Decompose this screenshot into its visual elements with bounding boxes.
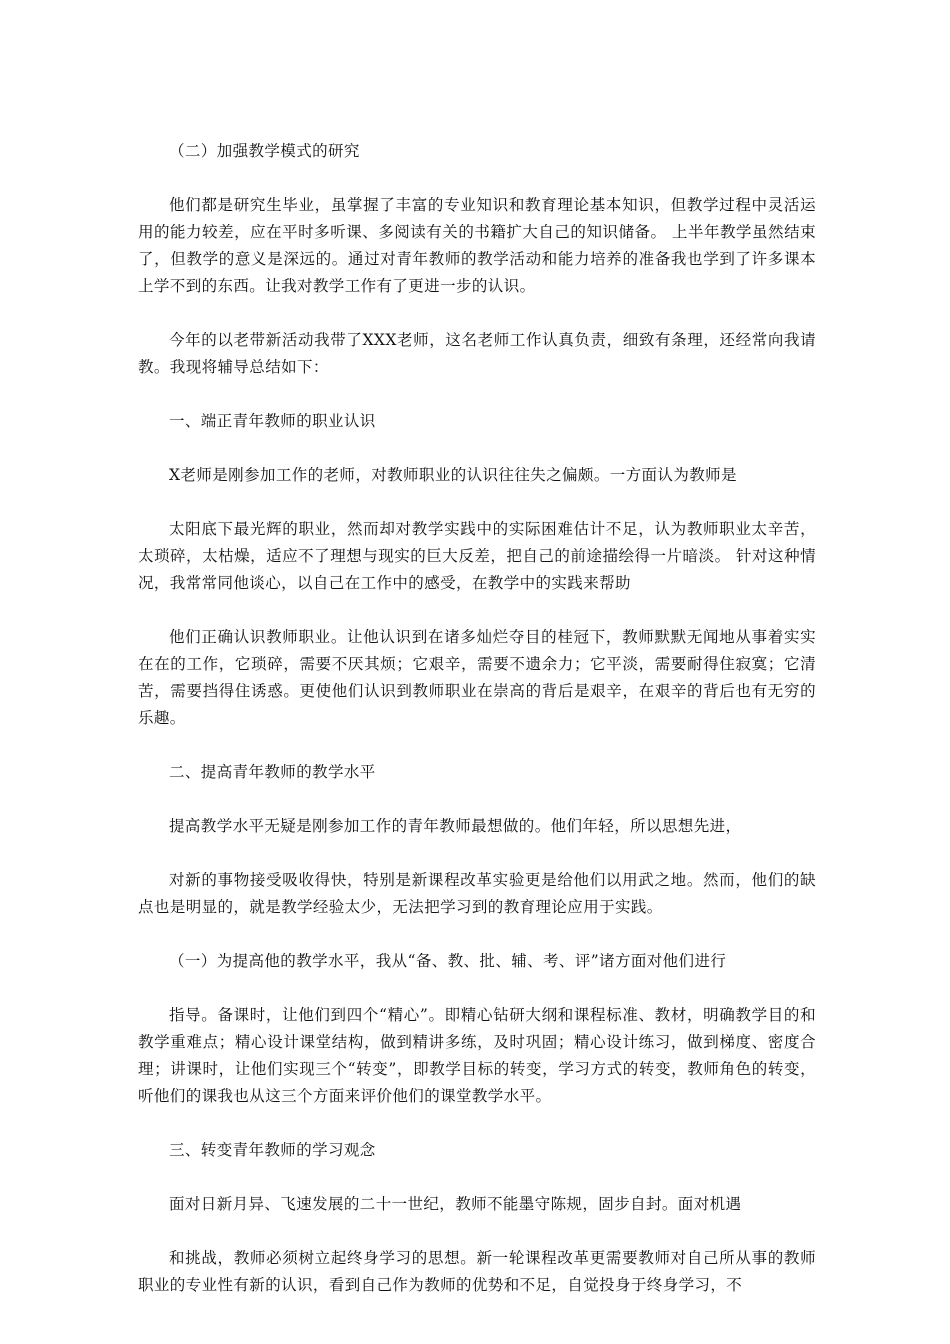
body-paragraph: 对新的事物接受吸收得快，特别是新课程改革实验更是给他们以用武之地。然而，他们的缺点也是明显的，就是教学经验太少，无法把学习到的教育理论应用于实践。 xyxy=(138,871,816,916)
section-heading: 三、转变青年教师的学习观念 xyxy=(169,1141,376,1159)
body-paragraph: 指导。备课时，让他们到四个“精心”。即精心钻研大纲和课程标准、教材，明确教学目的和教学重难点；精心设计课堂结构，做到精讲多练，及时巩固；精心设计练习，做到梯度、密度合理；讲课时，让他们实现三个“转变”，即教学目标的转变，学习方式的转变，教师角色的转变，听他们的课我也从这三个方面来评价他们的课堂教学水平。 xyxy=(138,1006,816,1105)
body-paragraph: X老师是刚参加工作的老师，对教师职业的认识往往失之偏颇。一方面认为教师是 xyxy=(169,466,737,484)
section-heading: （二）加强教学模式的研究 xyxy=(169,142,360,160)
body-paragraph: 面对日新月异、飞速发展的二十一世纪，教师不能墨守陈规，固步自封。面对机遇 xyxy=(169,1195,742,1213)
section-heading: 一、端正青年教师的职业认识 xyxy=(169,412,376,430)
section-heading: 二、提高青年教师的教学水平 xyxy=(169,763,376,781)
document-page xyxy=(138,138,816,1326)
body-paragraph: 提高教学水平无疑是刚参加工作的青年教师最想做的。他们年轻，所以思想先进， xyxy=(169,817,742,835)
body-paragraph: 太阳底下最光辉的职业，然而却对教学实践中的实际困难估计不足，认为教师职业太辛苦，太琐碎，太枯燥，适应不了理想与现实的巨大反差，把自己的前途描绘得一片暗淡。 针对这种情况，我常常同他谈心，以自己在工作中的感受，在教学中的实践来帮助 xyxy=(138,520,816,592)
body-paragraph: 他们正确认识教师职业。让他认识到在诸多灿烂夺目的桂冠下，教师默默无闻地从事着实实在在的工作，它琐碎，需要不厌其烦；它艰辛，需要不遗余力；它平淡，需要耐得住寂寞；它清苦，需要挡得住诱惑。更使他们认识到教师职业在崇高的背后是艰辛，在艰辛的背后也有无穷的乐趣。 xyxy=(138,628,816,727)
body-paragraph: 和挑战，教师必须树立起终身学习的思想。新一轮课程改革更需要教师对自己所从事的教师职业的专业性有新的认识，看到自己作为教师的优势和不足，自觉投身于终身学习，不 xyxy=(138,1249,816,1294)
body-paragraph: 他们都是研究生毕业，虽掌握了丰富的专业知识和教育理论基本知识，但教学过程中灵活运用的能力较差，应在平时多听课、多阅读有关的书籍扩大自己的知识储备。 上半年教学虽然结束了，但教学的意义是深远的。通过对青年教师的教学活动和能力培养的准备我也学到了许多课本上学不到的东西。让我对教学工作有了更进一步的认识。 xyxy=(138,196,816,295)
body-paragraph: 今年的以老带新活动我带了XXX老师，这名老师工作认真负责，细致有条理，还经常向我请教。我现将辅导总结如下： xyxy=(138,331,816,376)
body-paragraph: （一）为提高他的教学水平，我从“备、教、批、辅、考、评”诸方面对他们进行 xyxy=(169,952,727,970)
